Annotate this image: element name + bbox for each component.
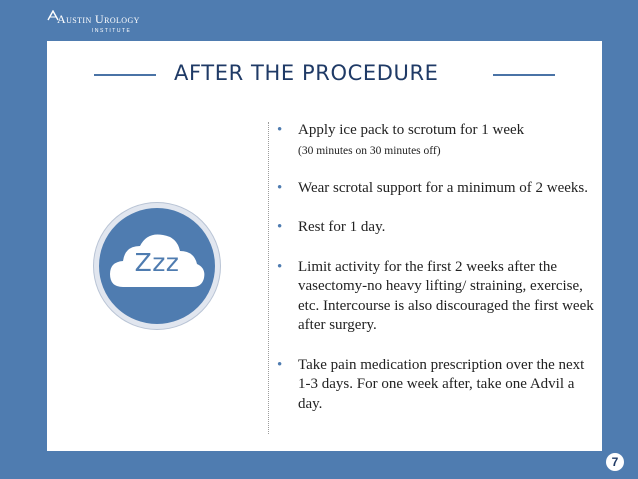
logo-name: Austin Urology	[57, 12, 140, 26]
logo-subtitle: INSTITUTE	[92, 28, 132, 34]
bullet-icon: •	[277, 356, 283, 373]
vertical-divider	[268, 122, 269, 434]
title-rule-left	[94, 74, 156, 76]
bullet-text: Apply ice pack to scrotum for 1 week	[298, 122, 525, 138]
bullet-text: Wear scrotal support for a minimum of 2 weeks.	[298, 179, 588, 196]
bullet-text: Limit activity for the first 2 weeks after the vasectomy-no heavy lifting/ straining, exercise, etc. Intercourse is also discouraged the first week after surgery.	[298, 258, 594, 333]
bullet-icon: •	[277, 179, 283, 196]
page-number-badge: 7	[606, 453, 624, 471]
title-rule-right	[493, 74, 555, 76]
brand-logo	[47, 8, 157, 38]
list-item-scrotal-support	[277, 179, 597, 199]
bullet-text: Take pain medication prescription over the next 1-3 days. For one week after, take one Advil a day.	[298, 356, 585, 412]
bullet-icon: •	[277, 122, 283, 138]
sleep-text: Zzz	[134, 248, 180, 277]
slide-title: AFTER THE PROCEDURE	[174, 61, 439, 85]
instruction-list	[277, 121, 597, 414]
list-item-ice-pack	[277, 121, 597, 159]
list-item-limit-activity	[277, 258, 597, 336]
slide-card	[47, 41, 602, 451]
bullet-icon: •	[277, 258, 283, 275]
bullet-note: (30 minutes on 30 minutes off)	[298, 144, 441, 157]
sleep-badge	[94, 203, 220, 329]
list-item-pain-medication	[277, 356, 597, 415]
bullet-text: Rest for 1 day.	[298, 219, 386, 235]
bullet-icon: •	[277, 219, 283, 235]
list-item-rest	[277, 218, 597, 238]
